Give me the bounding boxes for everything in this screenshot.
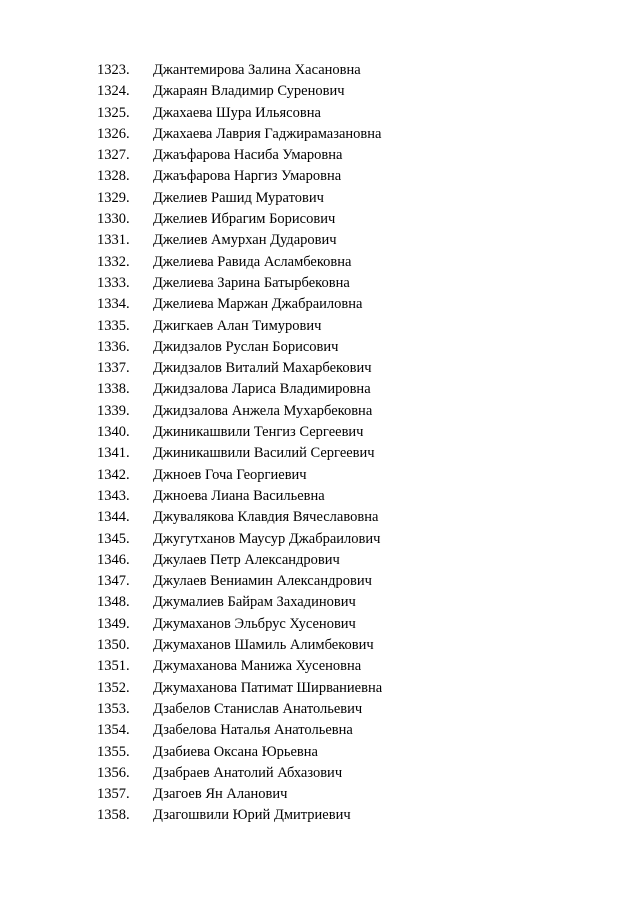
entry-name: Джидзалова Лариса Владимировна: [153, 381, 371, 398]
entry-number: 1340.: [97, 424, 130, 441]
list-item: [0, 358, 640, 379]
list-item: [0, 486, 640, 507]
list-item: [0, 742, 640, 763]
list-item: [0, 656, 640, 677]
entry-number: 1325.: [97, 104, 130, 121]
list-item: [0, 81, 640, 102]
entry-number: 1338.: [97, 381, 130, 398]
list-item: [0, 805, 640, 826]
entry-number: 1354.: [97, 722, 130, 739]
entry-number: 1355.: [97, 743, 130, 760]
entry-number: 1333.: [97, 274, 130, 291]
entry-name: Джараян Владимир Суренович: [153, 83, 345, 100]
list-item: [0, 103, 640, 124]
entry-name: Дзагоев Ян Аланович: [153, 786, 288, 803]
entry-name: Дзабелова Наталья Анатольевна: [153, 722, 353, 739]
list-item: [0, 529, 640, 550]
entry-name: Джумаханова Манижа Хусеновна: [153, 658, 362, 675]
list-item: [0, 316, 640, 337]
entry-name: Джулаев Вениамин Александрович: [153, 573, 372, 590]
entry-number: 1345.: [97, 530, 130, 547]
list-item: [0, 188, 640, 209]
entry-number: 1348.: [97, 594, 130, 611]
entry-number: 1351.: [97, 658, 130, 675]
entry-name: Джумаханов Эльбрус Хусенович: [153, 615, 356, 632]
entry-number: 1336.: [97, 338, 130, 355]
entry-name: Джулаев Петр Александрович: [153, 551, 340, 568]
entry-name: Джаъфарова Насиба Умаровна: [153, 147, 343, 164]
entry-number: 1332.: [97, 253, 130, 270]
name-list: [0, 60, 640, 827]
list-item: [0, 763, 640, 784]
entry-number: 1353.: [97, 700, 130, 717]
list-item: [0, 614, 640, 635]
entry-name: Джелиев Ибрагим Борисович: [153, 211, 336, 228]
list-item: [0, 145, 640, 166]
list-item: [0, 571, 640, 592]
entry-name: Джахаева Лаврия Гаджирамазановна: [153, 125, 382, 142]
entry-number: 1349.: [97, 615, 130, 632]
entry-number: 1346.: [97, 551, 130, 568]
list-item: [0, 124, 640, 145]
entry-name: Джахаева Шура Ильясовна: [153, 104, 321, 121]
entry-number: 1341.: [97, 445, 130, 462]
list-item: [0, 443, 640, 464]
entry-number: 1347.: [97, 573, 130, 590]
entry-number: 1330.: [97, 211, 130, 228]
list-item: [0, 379, 640, 400]
entry-name: Джугутханов Маусур Джабраилович: [153, 530, 381, 547]
list-item: [0, 699, 640, 720]
entry-number: 1342.: [97, 466, 130, 483]
entry-name: Дзагошвили Юрий Дмитриевич: [153, 807, 351, 824]
entry-name: Джантемирова Залина Хасановна: [153, 62, 361, 78]
list-item: [0, 592, 640, 613]
list-item: [0, 678, 640, 699]
entry-number: 1326.: [97, 125, 130, 142]
entry-number: 1329.: [97, 189, 130, 206]
entry-name: Джелиев Амурхан Дударович: [153, 232, 337, 249]
list-item: [0, 60, 640, 81]
entry-name: Джиникашвили Тенгиз Сергеевич: [153, 424, 364, 441]
list-item: [0, 401, 640, 422]
entry-name: Джелиева Равида Асламбековна: [153, 253, 352, 270]
list-item: [0, 422, 640, 443]
entry-number: 1335.: [97, 317, 130, 334]
entry-name: Джноев Гоча Георгиевич: [153, 466, 307, 483]
entry-number: 1350.: [97, 637, 130, 654]
list-item: [0, 166, 640, 187]
list-item: [0, 273, 640, 294]
list-item: [0, 784, 640, 805]
entry-name: Джумаханова Патимат Ширваниевна: [153, 679, 383, 696]
list-item: [0, 550, 640, 571]
list-item: [0, 507, 640, 528]
entry-name: Джидзалов Виталий Махарбекович: [153, 360, 372, 377]
entry-name: Джаъфарова Наргиз Умаровна: [153, 168, 342, 185]
entry-number: 1343.: [97, 487, 130, 504]
list-item: [0, 465, 640, 486]
entry-name: Джидзалова Анжела Мухарбековна: [153, 402, 373, 419]
entry-number: 1357.: [97, 786, 130, 803]
entry-number: 1327.: [97, 147, 130, 164]
entry-name: Джумалиев Байрам Захадинович: [153, 594, 356, 611]
entry-name: Джноева Лиана Васильевна: [153, 487, 325, 504]
entry-number: 1339.: [97, 402, 130, 419]
list-item: [0, 209, 640, 230]
entry-number: 1344.: [97, 509, 130, 526]
entry-number: 1358.: [97, 807, 130, 824]
entry-name: Джидзалов Руслан Борисович: [153, 338, 339, 355]
entry-name: Джелиев Рашид Муратович: [153, 189, 324, 206]
entry-number: 1356.: [97, 764, 130, 781]
entry-number: 1331.: [97, 232, 130, 249]
entry-number: 1334.: [97, 296, 130, 313]
list-item: [0, 294, 640, 315]
entry-number: 1337.: [97, 360, 130, 377]
entry-name: Джелиева Зарина Батырбековна: [153, 274, 350, 291]
entry-name: Джигкаев Алан Тимурович: [153, 317, 322, 334]
entry-name: Дзабиева Оксана Юрьевна: [153, 743, 318, 760]
entry-number: 1328.: [97, 168, 130, 185]
list-item: [0, 720, 640, 741]
entry-number: 1352.: [97, 679, 130, 696]
entry-name: Джумаханов Шамиль Алимбекович: [153, 637, 374, 654]
entry-name: Джувалякова Клавдия Вячеславовна: [153, 509, 379, 526]
list-item: [0, 337, 640, 358]
entry-name: Джелиева Маржан Джабраиловна: [153, 296, 363, 313]
list-item: [0, 230, 640, 251]
entry-name: Дзабелов Станислав Анатольевич: [153, 700, 363, 717]
list-item: [0, 252, 640, 273]
entry-name: Джиникашвили Василий Сергеевич: [153, 445, 375, 462]
entry-number: 1323.: [97, 62, 130, 78]
list-item: [0, 635, 640, 656]
entry-number: 1324.: [97, 83, 130, 100]
entry-name: Дзабраев Анатолий Абхазович: [153, 764, 343, 781]
